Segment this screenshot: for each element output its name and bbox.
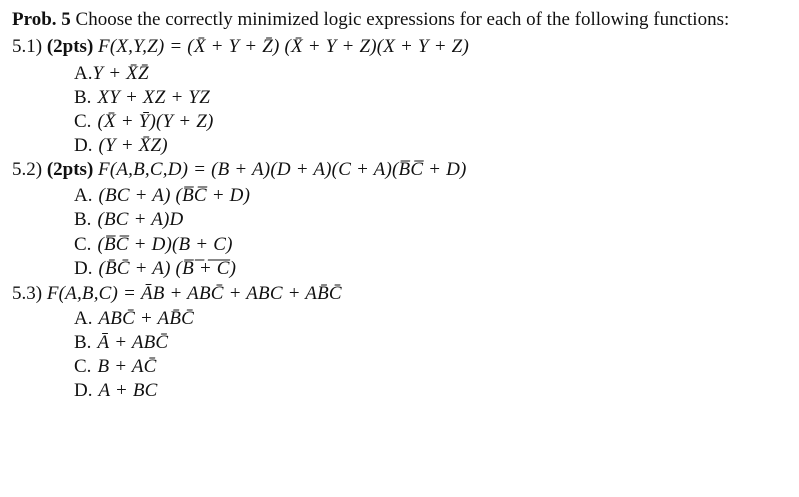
part-points: (2pts) (46, 36, 94, 57)
problem-label: Prob. 5 (12, 9, 71, 30)
part-5-3-heading (12, 282, 342, 305)
option-letter: A. (74, 308, 93, 329)
function-expression: F(A,B,C) = ĀB + ABC̄ + ABC + AB̄C̄ (46, 283, 342, 304)
option-5-1-a (74, 62, 149, 85)
option-letter: B. (74, 332, 92, 353)
function-expression: F(A,B,C,D) = (B + A)(D + A)(C + A)(B̅C̅ + D) (98, 159, 467, 180)
option-expression: Y + X̄Z̄ (92, 63, 149, 84)
option-letter: C. (74, 234, 92, 255)
option-letter: B. (74, 209, 92, 230)
option-letter: C. (74, 111, 92, 132)
option-letter: D. (74, 258, 93, 279)
option-5-3-c (74, 355, 157, 378)
option-letter: D. (74, 135, 93, 156)
part-number: 5.2) (12, 159, 43, 180)
option-expression: A + BC (98, 380, 158, 401)
option-expression: B + AC̄ (97, 356, 157, 377)
option-expression: ABC̄ + AB̄C̄ (98, 308, 195, 329)
part-number: 5.3) (12, 283, 43, 304)
option-5-2-d (74, 257, 236, 280)
part-5-1-heading (12, 35, 469, 58)
option-letter: D. (74, 380, 93, 401)
option-expression: Ā + ABC̄ (97, 332, 169, 353)
option-expression: (B̄C̄ + A) (B̅ ̅+̅ ̅C̅) (98, 258, 237, 279)
option-letter: B. (74, 87, 92, 108)
problem-prompt: Choose the correctly minimized logic expressions for each of the following functions: (75, 9, 730, 30)
option-5-2-b (74, 208, 183, 231)
option-expression: XY + XZ + YZ (97, 87, 210, 108)
function-expression: F(X,Y,Z) = (X̄ + Y + Z̄) (X̄ + Y + Z)(X + Y + Z) (98, 36, 469, 57)
option-5-3-a (74, 307, 194, 330)
problem-header (12, 8, 729, 31)
option-5-1-c (74, 110, 214, 133)
option-5-2-a (74, 184, 250, 207)
part-points: (2pts) (46, 159, 94, 180)
option-expression: (X̄ + Ȳ)(Y + Z) (97, 111, 214, 132)
option-5-2-c (74, 233, 233, 256)
option-expression: (B̅C̅ + D)(B + C) (97, 234, 233, 255)
part-number: 5.1) (12, 36, 43, 57)
option-5-3-b (74, 331, 168, 354)
part-5-2-heading (12, 158, 467, 181)
option-5-1-b (74, 86, 210, 109)
option-expression: (BC + A)D (97, 209, 184, 230)
option-letter: A. (74, 185, 93, 206)
option-expression: (Y + X̄Z) (98, 135, 168, 156)
option-5-1-d (74, 134, 168, 157)
option-5-3-d (74, 379, 158, 402)
option-letter: A. (74, 63, 93, 84)
option-letter: C. (74, 356, 92, 377)
option-expression: (BC + A) (B̅C̅ + D) (98, 185, 251, 206)
